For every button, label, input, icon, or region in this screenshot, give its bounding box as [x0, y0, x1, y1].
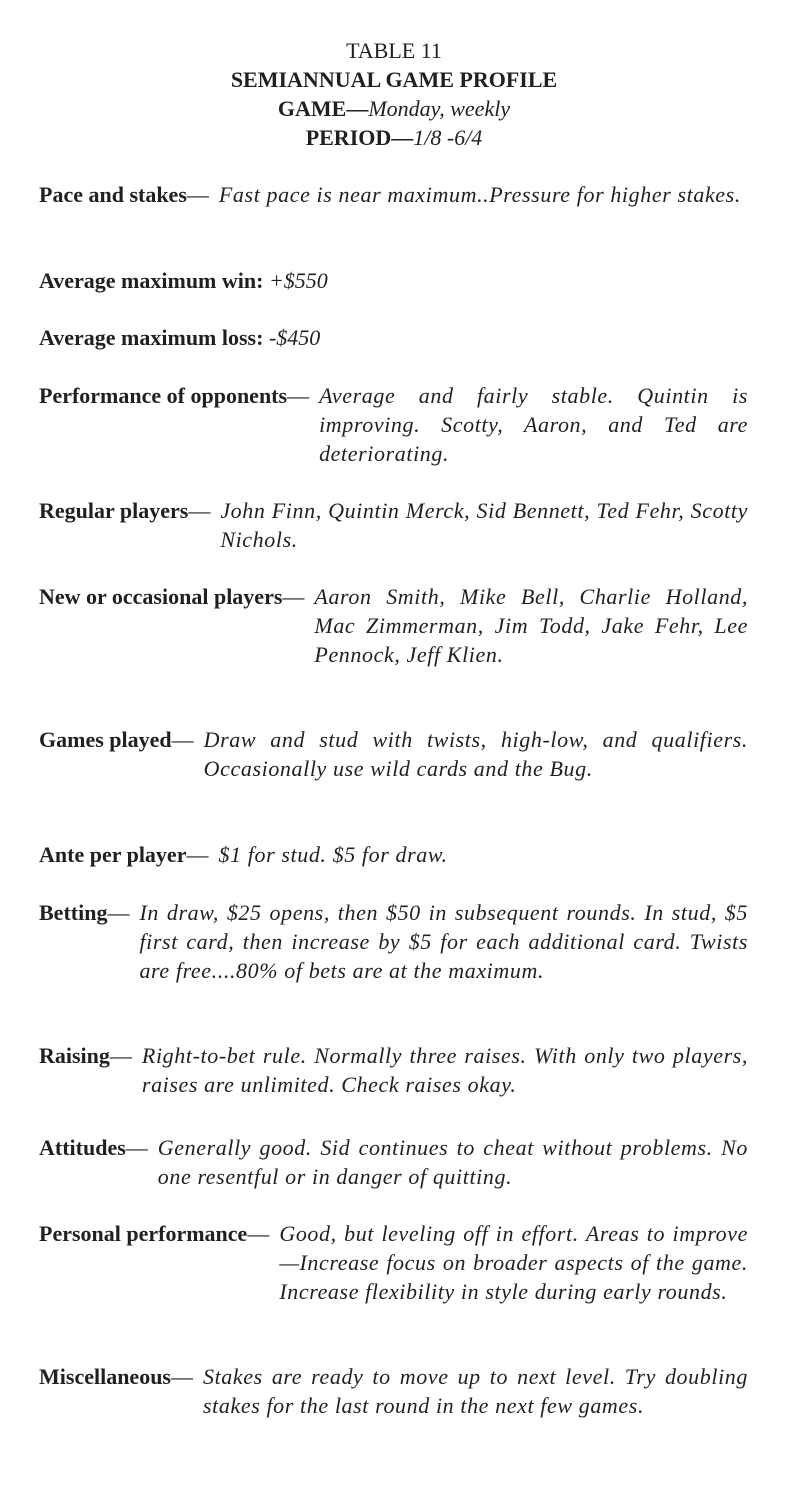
entry-label: Raising—	[39, 1043, 132, 1068]
entry-attitudes	[39, 1133, 748, 1191]
entry-personal-performance	[39, 1219, 748, 1306]
entry-label: Regular players—	[39, 498, 211, 523]
period-line	[0, 123, 788, 152]
entry-value: Generally good. Sid continues to cheat without problems. No one resentful or in danger of quitting.	[157, 1135, 748, 1189]
entry-label: Betting—	[39, 900, 130, 925]
entry-label: Ante per player—	[39, 842, 209, 867]
entry-label: Games played—	[39, 727, 194, 752]
entry-value: Aaron Smith, Mike Bell, Charlie Holland, Mac Zimmerman, Jim Todd, Jake Fehr, Lee Pennock, Jeff Klien.	[314, 584, 748, 667]
game-label: GAME	[277, 96, 347, 121]
entry-raising	[39, 1041, 748, 1099]
entry-label: Average maximum loss:	[39, 325, 264, 350]
entry-label: New or occasional players—	[39, 584, 305, 609]
entry-value: $1 for stud. $5 for draw.	[218, 842, 448, 867]
entry-betting	[39, 898, 748, 985]
entry-value: Good, but leveling off in effort. Areas to improve—Increase focus on broader aspects of the game. Increase flexibility in style during early rounds.	[279, 1221, 748, 1304]
game-value: Monday, weekly	[368, 96, 511, 121]
entry-value: Right-to-bet rule. Normally three raises. With only two players, raises are unlimited. Check raises okay.	[141, 1043, 748, 1097]
entry-label: Personal performance—	[39, 1221, 270, 1246]
entry-regular-players	[39, 496, 748, 554]
entry-value: Average and fairly stable. Quintin is improving. Scotty, Aaron, and Ted are deteriorating.	[319, 383, 748, 466]
entry-value: +$550	[268, 268, 328, 293]
game-line	[0, 94, 788, 123]
table-header	[0, 36, 788, 152]
entry-performance-of-opponents	[39, 381, 748, 468]
entry-value: Draw and stud with twists, high-low, and qualifiers. Occasionally use wild cards and the Bug.	[203, 727, 748, 781]
entry-pace-and-stakes	[39, 180, 748, 209]
entry-value: In draw, $25 opens, then $50 in subsequent rounds. In stud, $5 first card, then increase by $5 for each additional card. Twists are free....80% of bets are at the maximum.	[139, 900, 748, 983]
entry-ante-per-player	[39, 840, 748, 869]
period-dash: —	[391, 125, 414, 150]
entry-value: -$450	[268, 325, 321, 350]
entry-label: Performance of opponents—	[39, 383, 310, 408]
entry-miscellaneous	[39, 1362, 748, 1420]
entry-label: Pace and stakes—	[39, 182, 209, 207]
entry-average-maximum-win	[39, 266, 328, 295]
entry-average-maximum-loss	[39, 323, 320, 352]
entry-label: Average maximum win:	[39, 268, 264, 293]
period-label: PERIOD	[305, 125, 392, 150]
entry-label: Attitudes—	[39, 1135, 148, 1160]
game-dash: —	[346, 96, 369, 121]
entry-games-played	[39, 725, 748, 783]
entry-value: John Finn, Quintin Merck, Sid Bennett, Ted Fehr, Scotty Nichols.	[220, 498, 748, 552]
entry-value: Fast pace is near maximum..Pressure for higher stakes.	[218, 182, 741, 207]
table-number: TABLE 11	[346, 38, 442, 63]
period-value: 1/8 -6/4	[413, 125, 483, 150]
entry-value: Stakes are ready to move up to next level. Try doubling stakes for the last round in the next few games.	[203, 1364, 748, 1418]
table-title: SEMIANNUAL GAME PROFILE	[230, 67, 558, 92]
entry-label: Miscellaneous—	[39, 1364, 193, 1389]
entry-new-or-occasional-players	[39, 582, 748, 669]
